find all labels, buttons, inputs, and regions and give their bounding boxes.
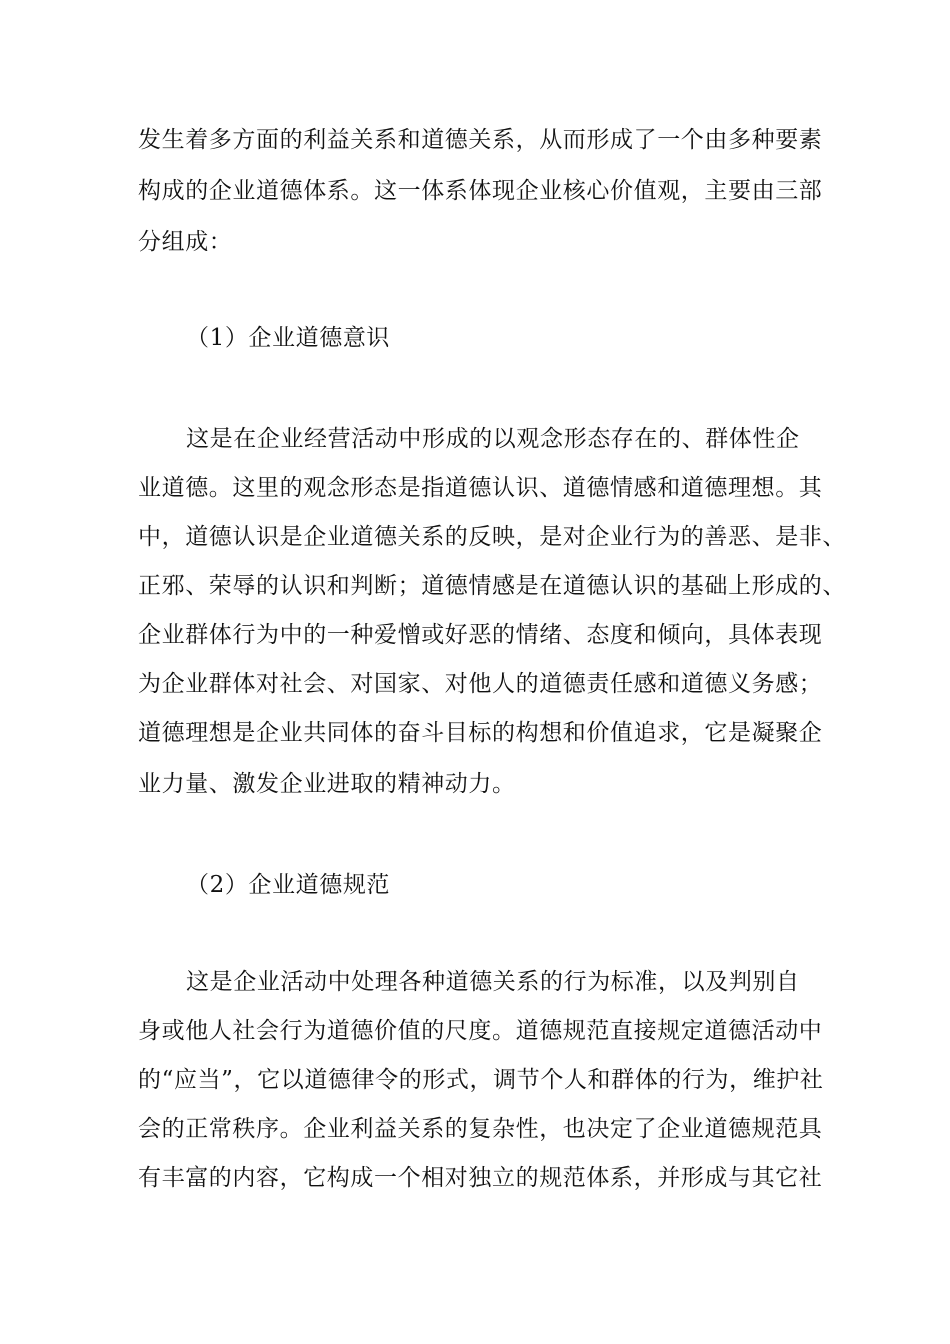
text-line: 构成的企业道德体系。这一体系体现企业核心价值观，主要由三部 [138,178,823,204]
text-line: 会的正常秩序。企业利益关系的复杂性，也决定了企业道德规范具 [138,1116,823,1142]
text-line: 这是企业活动中处理各种道德关系的行为标准，以及判别自 [186,969,800,995]
text-line: 分组成： [138,229,233,255]
text-line: 的“应当”，它以道德律令的形式，调节个人和群体的行为，维护社 [138,1067,824,1093]
text-line: 业力量、激发企业进取的精神动力。 [138,771,516,797]
section-heading-1: （1）企业道德意识 [186,325,391,351]
text-line: 发生着多方面的利益关系和道德关系，从而形成了一个由多种要素 [138,127,823,153]
text-line: 有丰富的内容，它构成一个相对独立的规范体系，并形成与其它社 [138,1165,823,1191]
text-line: 企业群体行为中的一种爱憎或好恶的情绪、态度和倾向，具体表现 [138,622,823,648]
section-heading-2: （2）企业道德规范 [186,872,391,898]
text-line: 道德理想是企业共同体的奋斗目标的构想和价值追求，它是凝聚企 [138,720,823,746]
text-line: 这是在企业经营活动中形成的以观念形态存在的、群体性企 [186,426,800,452]
text-line: 业道德。这里的观念形态是指道德认识、道德情感和道德理想。其 [138,475,823,501]
text-line: 为企业群体对社会、对国家、对他人的道德责任感和道德义务感； [138,671,823,697]
text-line: 正邪、荣辱的认识和判断；道德情感是在道德认识的基础上形成的、 [138,573,846,599]
text-line: 中，道德认识是企业道德关系的反映，是对企业行为的善恶、是非、 [138,524,846,550]
text-line: 身或他人社会行为道德价值的尺度。道德规范直接规定道德活动中 [138,1018,823,1044]
